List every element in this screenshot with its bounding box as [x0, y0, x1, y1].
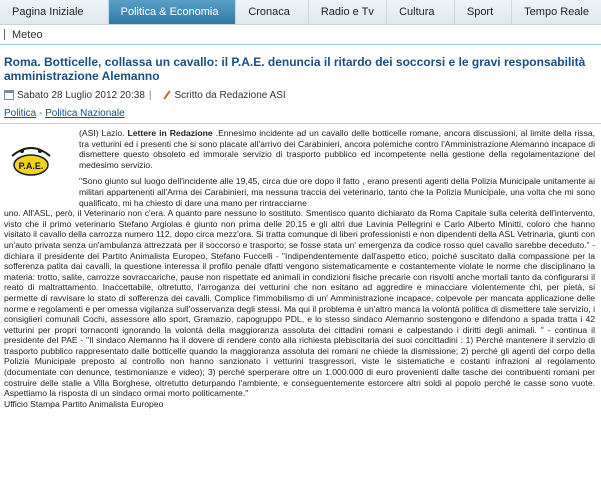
article-date: Sabato 28 Luglio 2012 20:38	[17, 89, 145, 101]
quote-lead-paragraph: "Sono giunto sul luogo dell'incidente alle 19,45, circa due ore dopo il fatto , erano presenti agenti della Polizia Municipale unitamente ai militari appartenenti all'Arma dei Carabinieri, ma nessuna traccia dei veterinario, tanto che la Polizia Municipale, una volta che mi sono qualificato, mi ha chiesto di dare una mano per rintracciarne	[79, 176, 595, 208]
nav-item-cronaca[interactable]: Cronaca	[236, 0, 309, 24]
article-meta	[4, 89, 597, 101]
article-title[interactable]: Roma. Botticelle, collassa un cavallo: il P.A.E. denuncia il ritardo dei soccorsi e le gravi responsabilità amministrazione Alemanno	[4, 55, 586, 83]
author-icon	[162, 90, 172, 100]
main-nav	[0, 0, 601, 25]
article-body	[0, 128, 601, 409]
nav-item-cultura[interactable]: Cultura	[387, 0, 455, 24]
intro-paragraph	[79, 128, 595, 170]
pae-logo	[8, 138, 54, 178]
meta-separator: |	[148, 89, 152, 101]
signature: Ufficio Stampa Partito Animalista Europeo	[4, 398, 164, 409]
nav-item-pagina-iniziale[interactable]: Pagina Iniziale	[0, 0, 109, 24]
calendar-icon	[4, 90, 14, 100]
header-divider	[0, 123, 601, 124]
logo-text: P.A.E.	[18, 161, 44, 171]
category-separator: -	[39, 108, 46, 119]
nav-item-sport[interactable]: Sport	[455, 0, 512, 24]
article-categories	[4, 108, 597, 120]
nav-item-politica-economia[interactable]: Politica & Economia	[109, 0, 237, 24]
category-link-politica[interactable]: Politica	[4, 108, 37, 119]
sub-nav	[0, 25, 601, 45]
intro-section-label: Lettere in Redazione	[127, 128, 213, 138]
nav-item-tempo-reale[interactable]: Tempo Reale	[524, 6, 589, 18]
intro-lead: (ASI) Lazio.	[79, 128, 128, 138]
nav-item-radio-tv[interactable]: Radio e Tv	[309, 0, 387, 24]
article-author: Scritto da Redazione ASI	[174, 89, 286, 101]
category-link-politica-nazionale[interactable]: Politica Nazionale	[45, 108, 125, 119]
quote-body-paragraph: uno. All'ASL, però, il Veterinario non c'era. A quanto pare nessuno lo sostituto. Smentisco quanto dichiarato da Roma Capitale sulla celerità dell'intervento, visto che il primo veterinario Stefano Argiolas è giunto non prima delle 20,15 e gli altri due Lavinia Pellegrini e Carlo Alberto Minitti, coloro che hanno visitato il cavallo della carrozza numero 112, dopo circa mezz'ora. Si tratta comunque di liberi professionisti e non dipendenti della ASL Vetrinaria, giunti con un'auto privata senza un'ambulanza attrezzata per il soccorso e trasporto; se fosse stata un' emergenza da codice rosso quel cavallo sarebbe deceduto." - dichiara il presidente del Partito Animalista Europeo, Stefano Fuccelli - "Indipendentemente dall'aspetto etico, poiché suscitato dalla compassione per la sofferenza patita dai cavalli, la questione interessa il profilo penale dfatti vengono sistematicamente e costantemente violate le norme che disciplinano la materia: trotto, salite, carrozze sovraccariche, pause non rispettate ed animali in condizioni fisiche precarie con risvolti anche mortali tanto da configurarsi il reato di maltrattamento. Inaccettabile, oltretutto, l'arroganza dei vetturini che non esitano ad aggredire e minacciare violentemente chi, per pietà, si permette di ravvisare lo stato di sofferenza dei cavalli. Complice l'immobilismo di un' Amministrazione incapace, colpevole per mancata applicazione delle norme e regolamenti e per omessa vigilanza sull'osservanza degli stessi. Ma qui il problema è un'altro manca la volontà politica di dismettere tale servizio, i consiglieri comunali Cochi, assessore allo sport, Gramazio, capogruppo PDL, e lo stesso sindaco Alemanno sostengono e difendono a spada tratta i 42 vetturini per propri tornaconti ignorando la volontà della maggioranza assoluta dei cittadini romani e calpestando i diritti degli animali. " - continua il presidente del PAE - "Il sindaco Alemanno ha il dovere di rendere conto alla richiesta plebiscitaria dei suoi concittadini : 1) Perché mantenere il servizio di trasporto pubblico rappresentato dalle botticelle quando la maggioranza assoluta dei romani ne chiede la dismissione; 2) perché gli agenti del corpo della Polizia Municipale preposto al controllo non hanno sanzionato i vetturini trasgressori, viste le sistematiche e costanti infrazioni al regolamento (documentate con denunce, testimonianze e video); 3) perché sperperare oltre un 1.000.000 di euro provenienti dalle tasche dei contribuenti romani per costruire delle stalle a Villa Borghese, oltretutto deturpando l'ambiente, e conseguentemente estorcere altri soldi al popolo perché le casse sono vuote. Aspettiamo la risposta di un sindaco ormai morto politicamente."	[4, 208, 595, 399]
subnav-divider	[4, 29, 5, 40]
intro-text: .Ennesimo incidente ad un cavallo delle botticelle romane, ancora discussioni, al limite della rissa, tra vetturini ed i presenti che si sono placate all'arrivo dei Carabinieri, ancora polemiche contro l'Amministrazione Alemanno incapace di dismettere questo obsoleto ed immorale servizio di trasporto pubblico ed incompetente nella gestione della regolamentazione del medesimo servizio.	[79, 128, 595, 170]
subnav-item-meteo[interactable]: Meteo	[12, 29, 43, 41]
